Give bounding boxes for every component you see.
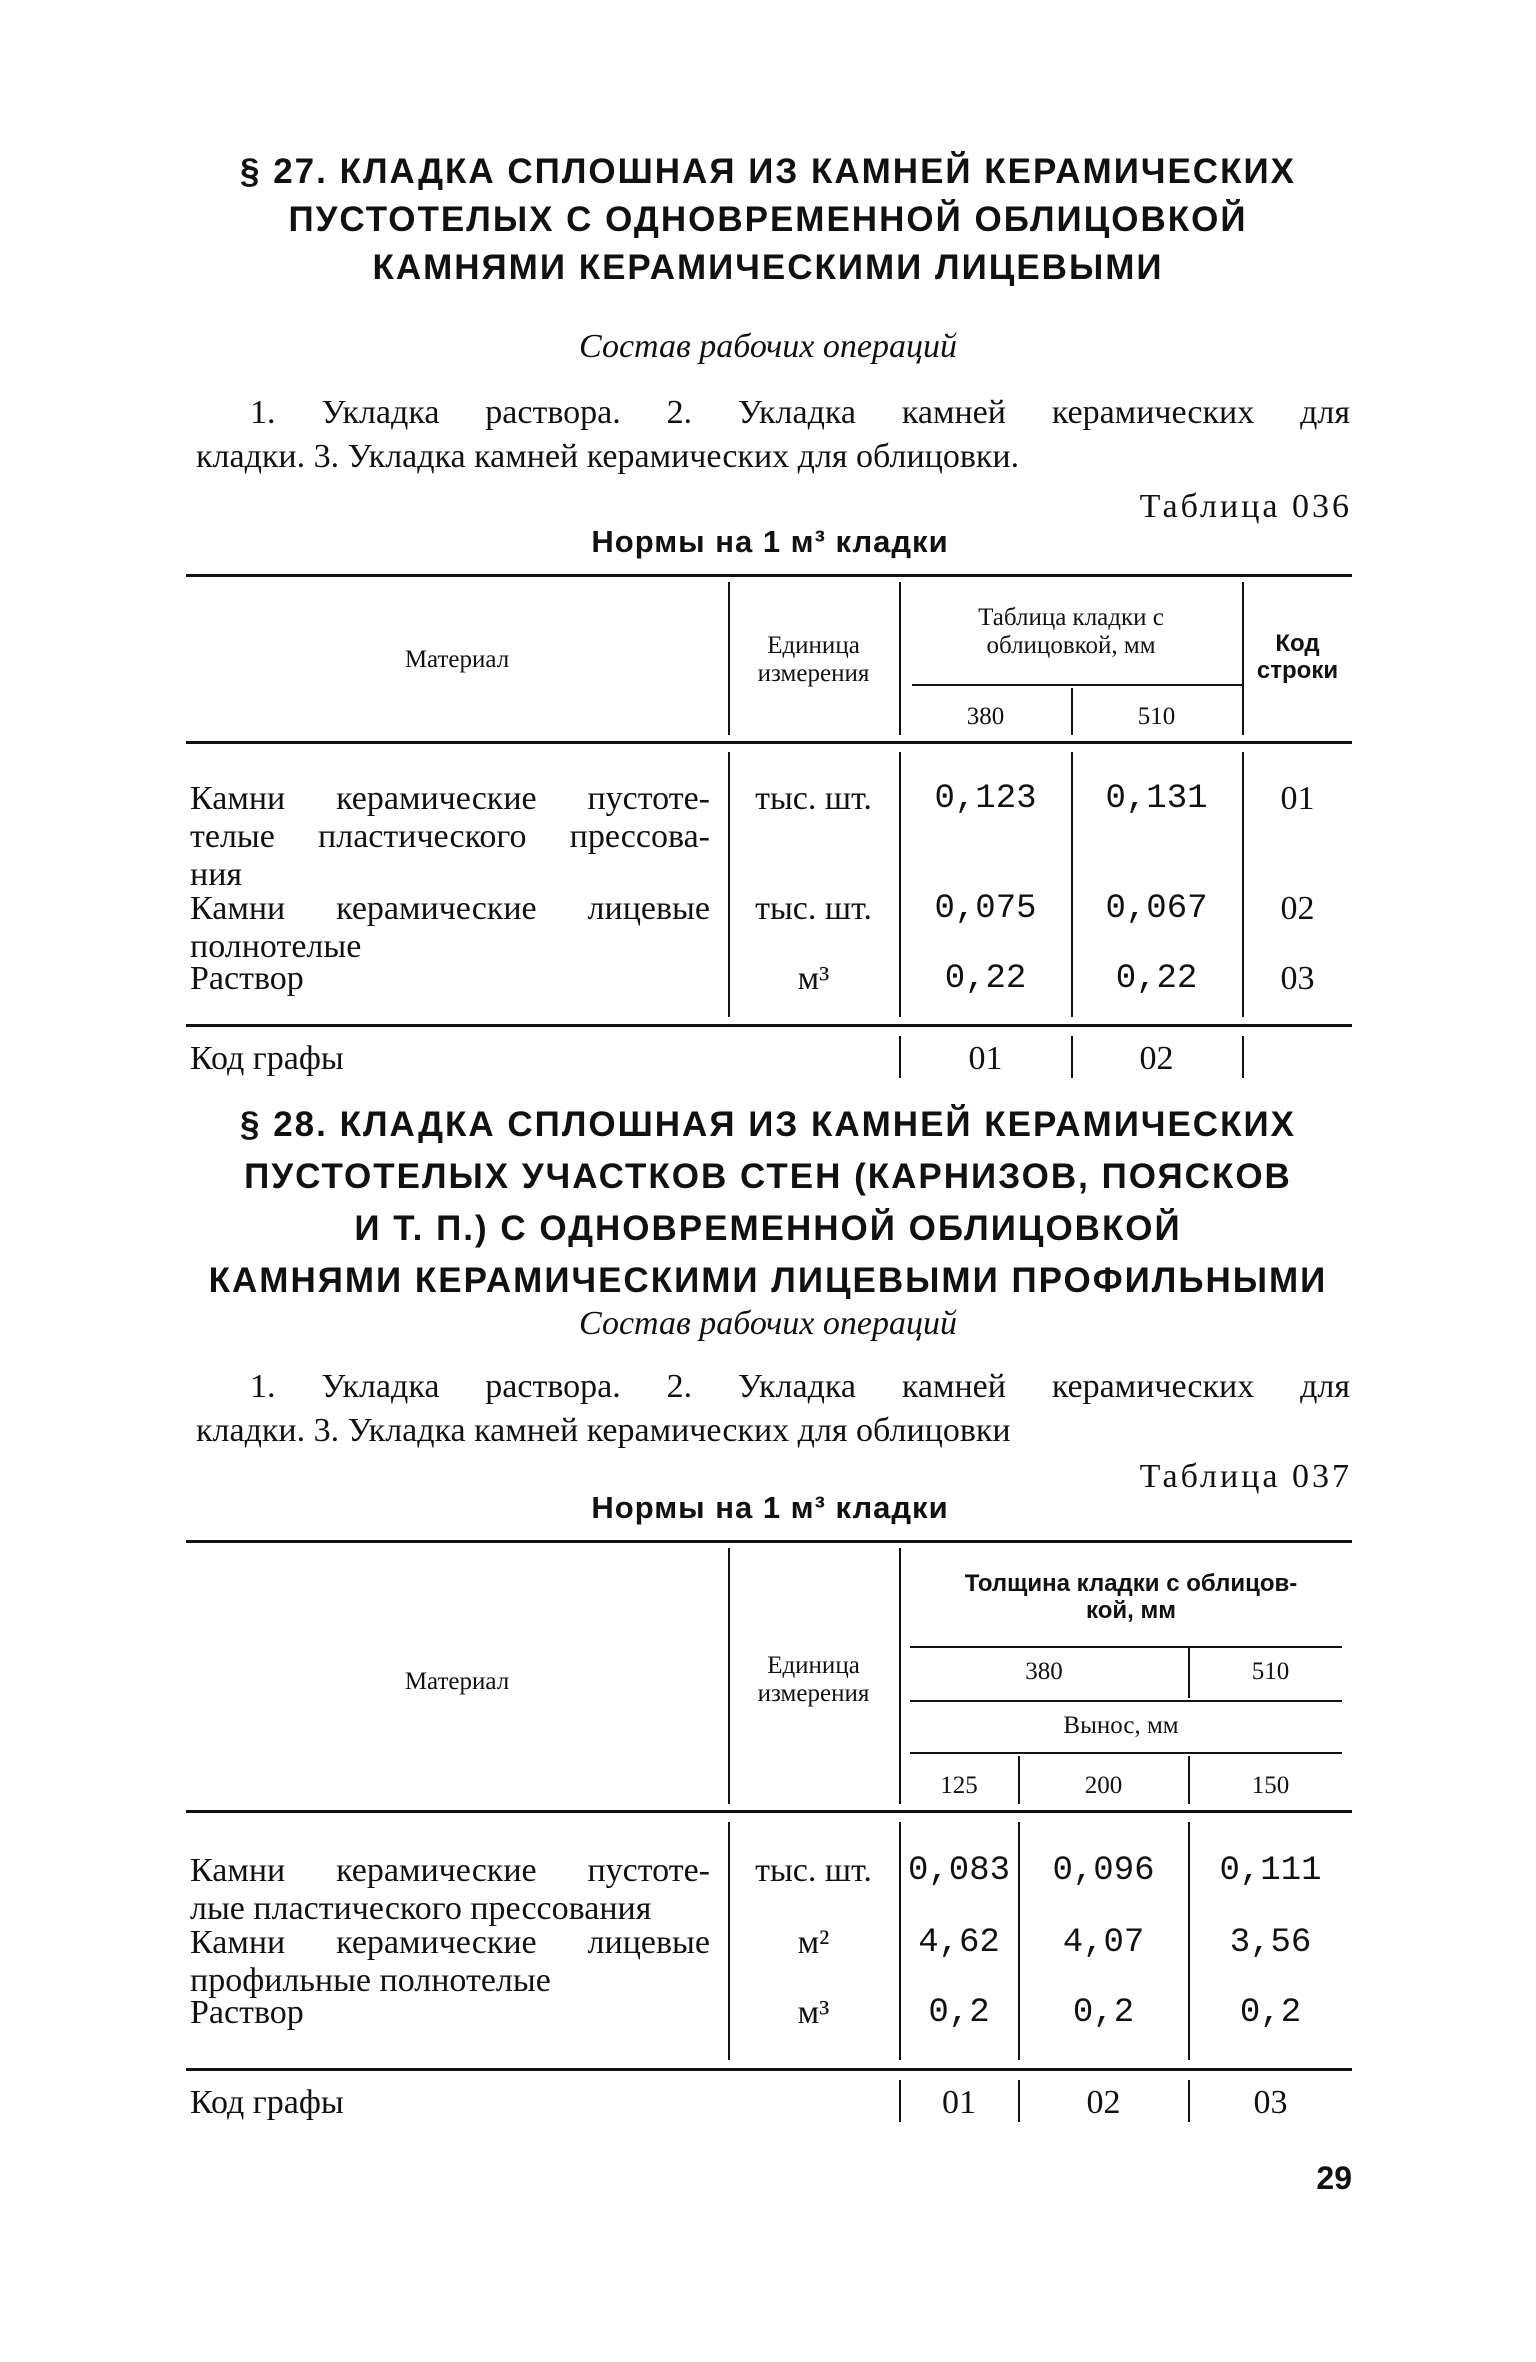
table-036-footer-col-1: 01 bbox=[968, 1040, 1003, 1077]
table-037-label: Таблица 037 bbox=[1139, 1458, 1352, 1495]
table-037-header-material: Материал bbox=[404, 1668, 510, 1695]
table-036-row-1-material: Камни керамические пустоте- телые пластического прессова- ния bbox=[190, 780, 710, 893]
table-036-row-3-material: Раствор bbox=[190, 960, 304, 997]
section-27-ops-title: Состав рабочих операций bbox=[579, 328, 957, 365]
table-036-header-unit: Единица измерения bbox=[757, 632, 870, 687]
table-036-row-2-unit: тыс. шт. bbox=[755, 890, 872, 927]
table-036-row-3-code: 03 bbox=[1280, 960, 1315, 997]
table-036-header-row-code: Код строки bbox=[1256, 630, 1339, 684]
table-036-header-thickness-group: Таблица кладки с облицовкой, мм bbox=[978, 604, 1164, 659]
table-036-group-rule bbox=[912, 684, 1242, 686]
table-037-header-thickness-510: 510 bbox=[1251, 1658, 1290, 1685]
table-037-row-3-value-150: 0,2 bbox=[1239, 1994, 1302, 2032]
table-037-header-vynos-200: 200 bbox=[1084, 1772, 1123, 1799]
table-036-header-material: Материал bbox=[404, 646, 510, 673]
table-037-header-vynos: Вынос, мм bbox=[1063, 1712, 1179, 1739]
table-037-top-rule bbox=[186, 1540, 1352, 1543]
table-036-row-2-value-380: 0,075 bbox=[934, 890, 1037, 928]
table-037-row-1-value-200: 0,096 bbox=[1052, 1852, 1155, 1890]
table-037-row-1-unit: тыс. шт. bbox=[755, 1852, 872, 1889]
table-037-header-vynos-125: 125 bbox=[940, 1772, 978, 1799]
table-037-vynos-rule bbox=[910, 1752, 1342, 1754]
table-037-header-thickness-380: 380 bbox=[1025, 1658, 1063, 1685]
table-037-row-3-value-200: 0,2 bbox=[1072, 1994, 1135, 2032]
table-037-header-vynos-150: 150 bbox=[1251, 1772, 1290, 1799]
table-036-row-3-unit: м³ bbox=[797, 960, 830, 997]
section-27-title-line-1: § 27. КЛАДКА СПЛОШНАЯ ИЗ КАМНЕЙ КЕРАМИЧЕСКИХ bbox=[240, 152, 1296, 191]
table-037-row-2-unit: м² bbox=[797, 1924, 830, 1961]
table-037-row-3-unit: м³ bbox=[797, 1994, 830, 2031]
table-036-row-1-value-380: 0,123 bbox=[934, 780, 1037, 818]
table-037-row-2-value-150: 3,56 bbox=[1229, 1924, 1312, 1962]
table-036-row-2-value-510: 0,067 bbox=[1105, 890, 1208, 928]
section-28-ops-line-1: 1. Укладка раствора. 2. Укладка камней керамических для bbox=[250, 1368, 1350, 1405]
table-036-row-3-value-510: 0,22 bbox=[1115, 960, 1198, 998]
section-27-title-line-2: ПУСТОТЕЛЫХ С ОДНОВРЕМЕННОЙ ОБЛИЦОВКОЙ bbox=[288, 200, 1248, 239]
table-037-row-1-value-150: 0,111 bbox=[1219, 1852, 1322, 1890]
section-28-title-line-3: И Т. П.) С ОДНОВРЕМЕННОЙ ОБЛИЦОВКОЙ bbox=[354, 1209, 1182, 1248]
table-036-norms-title: Нормы на 1 м³ кладки bbox=[591, 524, 949, 559]
table-037-norms-title: Нормы на 1 м³ кладки bbox=[591, 1490, 949, 1525]
table-036-footer-col-2: 02 bbox=[1139, 1040, 1174, 1077]
table-037-row-2-value-125: 4,62 bbox=[918, 1924, 1000, 1962]
table-036-footer-label: Код графы bbox=[190, 1040, 344, 1077]
table-036-top-rule bbox=[186, 574, 1352, 577]
section-27-ops-line-2: кладки. 3. Укладка камней керамических для облицовки. bbox=[196, 438, 1020, 475]
table-037-row-2-material: Камни керамические лицевые профильные полнотелые bbox=[190, 1924, 710, 1999]
section-28-ops-line-2: кладки. 3. Укладка камней керамических для облицовки bbox=[196, 1412, 1011, 1449]
table-036-row-2-code: 02 bbox=[1280, 890, 1315, 927]
section-28-title-line-4: КАМНЯМИ КЕРАМИЧЕСКИМИ ЛИЦЕВЫМИ ПРОФИЛЬНЫМИ bbox=[208, 1261, 1328, 1300]
table-037-footer-col-2: 02 bbox=[1086, 2084, 1121, 2121]
table-036-row-3-value-380: 0,22 bbox=[944, 960, 1027, 998]
table-037-row-1-material: Камни керамические пустоте- лые пластического прессования bbox=[190, 1852, 710, 1927]
page-number: 29 bbox=[1316, 2160, 1352, 2196]
table-037-group-rule bbox=[910, 1646, 1342, 1648]
table-037-row-3-material: Раствор bbox=[190, 1994, 304, 2031]
section-28-ops-title: Состав рабочих операций bbox=[579, 1305, 957, 1342]
table-036-header-col-510: 510 bbox=[1137, 703, 1176, 730]
table-037-row-3-value-125: 0,2 bbox=[928, 1994, 990, 2032]
table-036-row-2-material: Камни керамические лицевые полнотелые bbox=[190, 890, 710, 965]
table-036-divider bbox=[1242, 1036, 1244, 1078]
table-037-header-thickness-group: Толщина кладки с облицов- кой, мм bbox=[964, 1570, 1298, 1624]
section-28-title-line-1: § 28. КЛАДКА СПЛОШНАЯ ИЗ КАМНЕЙ КЕРАМИЧЕСКИХ bbox=[240, 1105, 1296, 1144]
table-037-header-unit: Единица измерения bbox=[757, 1652, 870, 1707]
table-036-row-1-code: 01 bbox=[1280, 780, 1315, 817]
table-036-header-col-380: 380 bbox=[966, 703, 1005, 730]
table-037-row-1-value-125: 0,083 bbox=[907, 1852, 1011, 1890]
section-28-title-line-2: ПУСТОТЕЛЫХ УЧАСТКОВ СТЕН (КАРНИЗОВ, ПОЯСКОВ bbox=[244, 1157, 1292, 1196]
table-036-body-rule bbox=[186, 1024, 1352, 1027]
table-037-body-rule bbox=[186, 2068, 1352, 2071]
section-27-ops-line-1: 1. Укладка раствора. 2. Укладка камней керамических для bbox=[250, 394, 1350, 431]
table-037-thickness-rule bbox=[910, 1700, 1342, 1702]
table-037-footer-label: Код графы bbox=[190, 2084, 344, 2121]
table-036-header-rule bbox=[186, 741, 1352, 744]
table-036-row-1-value-510: 0,131 bbox=[1105, 780, 1208, 818]
table-036-label: Таблица 036 bbox=[1139, 488, 1352, 525]
section-27-title-line-3: КАМНЯМИ КЕРАМИЧЕСКИМИ ЛИЦЕВЫМИ bbox=[372, 248, 1164, 287]
table-037-row-2-value-200: 4,07 bbox=[1062, 1924, 1145, 1962]
table-037-footer-col-1: 01 bbox=[942, 2084, 976, 2121]
table-037-header-rule bbox=[186, 1810, 1352, 1813]
table-036-row-1-unit: тыс. шт. bbox=[755, 780, 872, 817]
table-037-footer-col-3: 03 bbox=[1253, 2084, 1288, 2121]
